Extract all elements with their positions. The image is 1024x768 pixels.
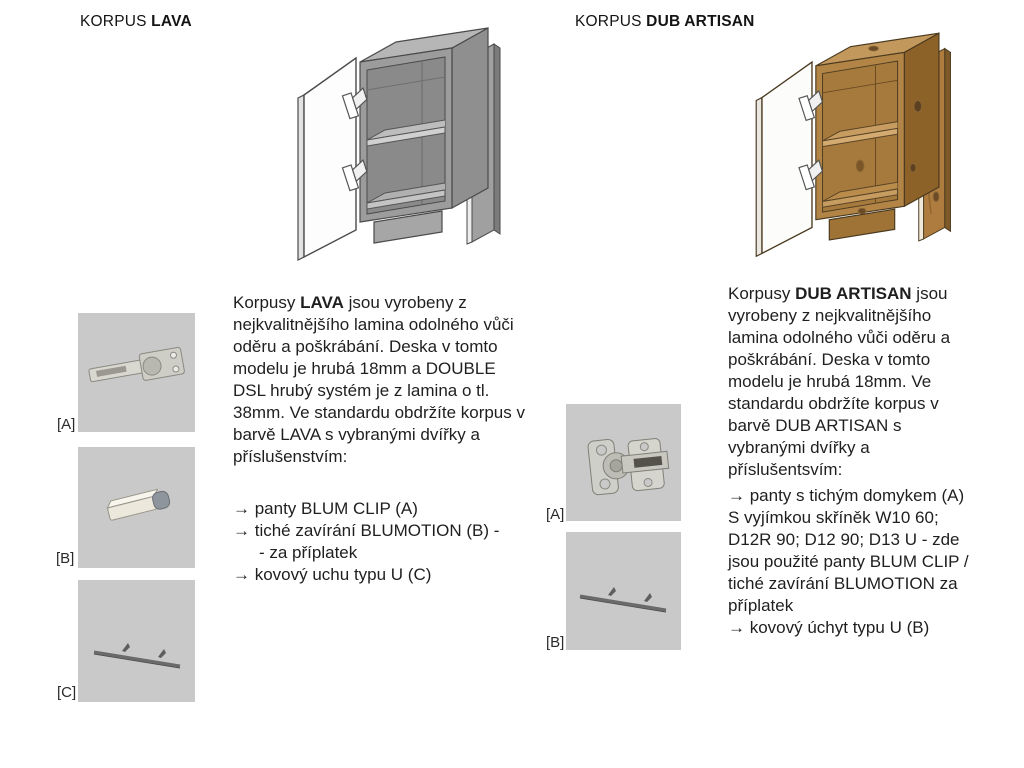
lava-desc-rest: jsou vyrobeny z nejkvalitnějšího lamina odolného vůči oděru a poškrábání. Deska v tomto modelu je hrubá 18mm a DOUBLE DSL hrubý systém je z lamina o tl. 38mm. Ve standardu obdržíte korpus v barvě LAVA s vybranými dvířky a příslušenstvím: (233, 293, 525, 466)
artisan-line-exception1: S vyjímkou skříněk W10 60; (728, 508, 939, 527)
artisan-description (728, 283, 974, 481)
lava-handle-photo (78, 580, 195, 702)
lava-cabinet-illustration (288, 6, 528, 268)
lava-bullet-handle: → kovový uchu typu U (C) (233, 565, 432, 584)
lava-thumb-label-a: [A] (57, 416, 76, 433)
lava-bullet-list (233, 498, 499, 586)
lava-title-name: LAVA (151, 13, 192, 30)
artisan-thumb-label-a: [A] (546, 506, 565, 523)
lava-bullet-hinges: → panty BLUM CLIP (A) (233, 499, 418, 518)
artisan-line-exception3: jsou použité panty BLUM CLIP / (728, 552, 969, 571)
lava-title-prefix: KORPUS (80, 13, 152, 30)
u-handle-icon (566, 532, 681, 650)
artisan-hinge-photo (566, 404, 681, 521)
artisan-title-name: DUB ARTISAN (646, 13, 755, 30)
lava-hinge-photo (78, 313, 195, 432)
lava-description (233, 292, 525, 468)
blumotion-damper-icon (78, 447, 195, 568)
lava-bullet-blumotion: → tiché zavírání BLUMOTION (B) - (233, 521, 500, 540)
soft-close-hinge-icon (566, 404, 681, 521)
artisan-line-hinges: → panty s tichým domykem (A) (728, 486, 965, 505)
lava-thumb-label-b: [B] (56, 550, 75, 567)
blum-clip-hinge-icon (78, 313, 195, 432)
artisan-cabinet-illustration (742, 12, 982, 264)
artisan-line-exception5: příplatek (728, 596, 794, 615)
lava-open-door (298, 58, 356, 260)
artisan-handle-photo (566, 532, 681, 650)
artisan-line-handle: → kovový úchyt typu U (B) (728, 618, 930, 637)
artisan-desc-rest: jsou vyrobeny z nejkvalitnějšího lamina odolného vůči oděru a poškrábání. Deska v tomto modelu je hrubá 18mm. Ve standardu obdržíte korpus v barvě DUB ARTISAN s vybranými dvířky a příslušentsvím: (728, 284, 951, 479)
artisan-thumb-label-b: [B] (546, 634, 565, 651)
artisan-line-exception2: D12R 90; D12 90; D13 U - zde (728, 530, 960, 549)
lava-thumb-label-c: [C] (57, 684, 77, 701)
artisan-open-door (756, 62, 812, 256)
lava-section-title (80, 13, 192, 31)
artisan-desc-prefix: Korpusy (728, 284, 796, 303)
artisan-bullet-list (728, 485, 969, 639)
lava-bullet-blumotion-cont: - za příplatek (259, 543, 358, 562)
lava-damper-photo (78, 447, 195, 568)
u-handle-icon (78, 580, 195, 702)
artisan-section-title (575, 13, 755, 31)
artisan-title-prefix: KORPUS (575, 13, 647, 30)
lava-desc-prefix: Korpusy (233, 293, 301, 312)
artisan-line-exception4: tiché zavírání BLUMOTION za (728, 574, 958, 593)
artisan-desc-bold: DUB ARTISAN (795, 284, 912, 303)
lava-desc-bold: LAVA (300, 293, 344, 312)
